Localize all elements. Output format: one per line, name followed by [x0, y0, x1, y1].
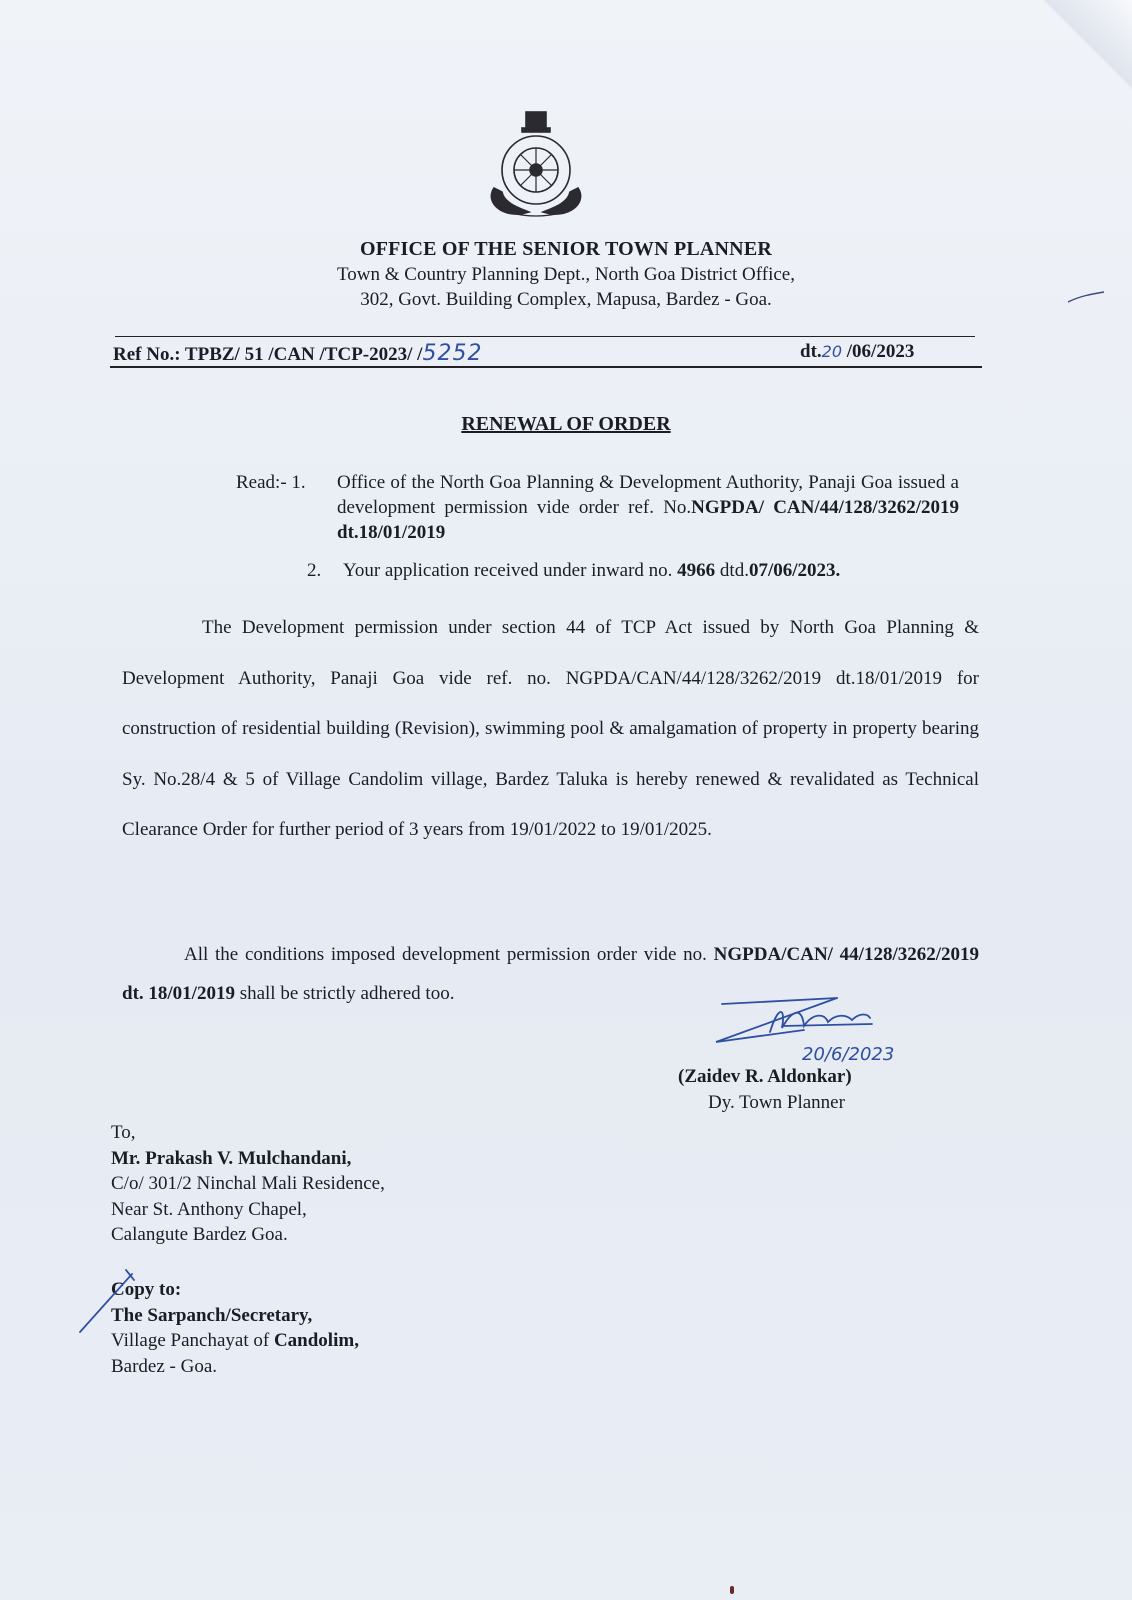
- copy-address-line1: [111, 1328, 359, 1354]
- office-name: OFFICE OF THE SENIOR TOWN PLANNER: [359, 238, 773, 260]
- signer-designation: Dy. Town Planner: [708, 1092, 845, 1113]
- copy-village: Candolim,: [273, 1330, 359, 1351]
- recipient-address-line3: Calangute Bardez Goa.: [111, 1224, 288, 1245]
- read-label: Read:- 1.: [236, 472, 306, 493]
- date-prefix: dt.: [800, 341, 822, 362]
- copy-to-block: [111, 1277, 359, 1379]
- office-address-line1: Town & Country Planning Dept., North Goa District Office,: [337, 264, 795, 285]
- date-suffix: /06/2023: [842, 341, 915, 362]
- conditions-text2: shall be strictly adhered too.: [234, 983, 455, 1004]
- signer-name: (Zaidev R. Aldonkar): [678, 1066, 852, 1087]
- recipient-address-line1: C/o/ 301/2 Ninchal Mali Residence,: [111, 1173, 385, 1194]
- margin-pen-mark: [1066, 290, 1106, 306]
- copy-recipient: The Sarpanch/Secretary,: [111, 1304, 313, 1326]
- conditions-text: All the conditions imposed development permission order vide no.: [184, 944, 714, 965]
- conditions-ref: NGPDA/CAN/ 44/128/3262/2019 dt. 18/01/2019: [122, 944, 980, 1004]
- copy-address-line2: Bardez - Goa.: [111, 1355, 218, 1377]
- handwritten-day: 20: [821, 342, 843, 361]
- inward-number: 4966: [677, 560, 716, 581]
- handwritten-ref-number: 5252: [422, 341, 483, 366]
- read-item-1-text: Office of the North Goa Planning & Development Authority, Panaji Goa issued a development permission vide order ref. No.: [337, 472, 959, 518]
- folded-corner: [1042, 0, 1132, 90]
- handwritten-signature-date: 20/6/2023: [802, 1044, 895, 1065]
- government-emblem-icon: [474, 108, 598, 228]
- read-item-2: [343, 558, 840, 583]
- read-item-2-text2: dtd.: [715, 560, 749, 581]
- paper-speck: [730, 1586, 734, 1594]
- read-item-1-ref: NGPDA/ CAN/44/128/3262/2019 dt.18/01/2019: [337, 497, 959, 543]
- pen-tick-mark: [76, 1266, 140, 1338]
- copy-to-label: Copy to:: [111, 1279, 182, 1300]
- copy-address-text: Village Panchayat of: [111, 1330, 274, 1351]
- recipient-block: [111, 1120, 385, 1248]
- reference-date: [800, 341, 914, 363]
- office-address-line2: 302, Govt. Building Complex, Mapusa, Bardez - Goa.: [360, 289, 772, 310]
- inward-date: 07/06/2023.: [748, 560, 841, 581]
- reference-number: [113, 341, 482, 366]
- to-label: To,: [111, 1122, 136, 1143]
- read-item-1: [337, 470, 959, 545]
- read-item-2-text: Your application received under inward no.: [343, 560, 678, 581]
- order-title: RENEWAL OF ORDER: [461, 413, 671, 435]
- recipient-address-line2: Near St. Anthony Chapel,: [111, 1198, 307, 1220]
- top-divider: [115, 336, 975, 337]
- reference-label: Ref No.: TPBZ/ 51 /CAN /TCP-2023/ /: [113, 344, 423, 365]
- body-paragraph: The Development permission under section 44 of TCP Act issued by North Goa Planning & Development Authority, Panaji Goa vide ref. no. NGPDA/CAN/44/128/3262/2019 dt.18/01/2019 for construction of residential building (Revision), swimming pool & amalgamation of property in property bearing Sy. No.28/4 & 5 of Village Candolim village, Bardez Taluka is hereby renewed & revalidated as Technical Clearance Order for further period of 3 years from 19/01/2022 to 19/01/2025.: [122, 617, 979, 840]
- bottom-divider: [110, 366, 982, 368]
- read-item-2-number: 2.: [307, 560, 322, 581]
- recipient-name: Mr. Prakash V. Mulchandani,: [111, 1147, 352, 1169]
